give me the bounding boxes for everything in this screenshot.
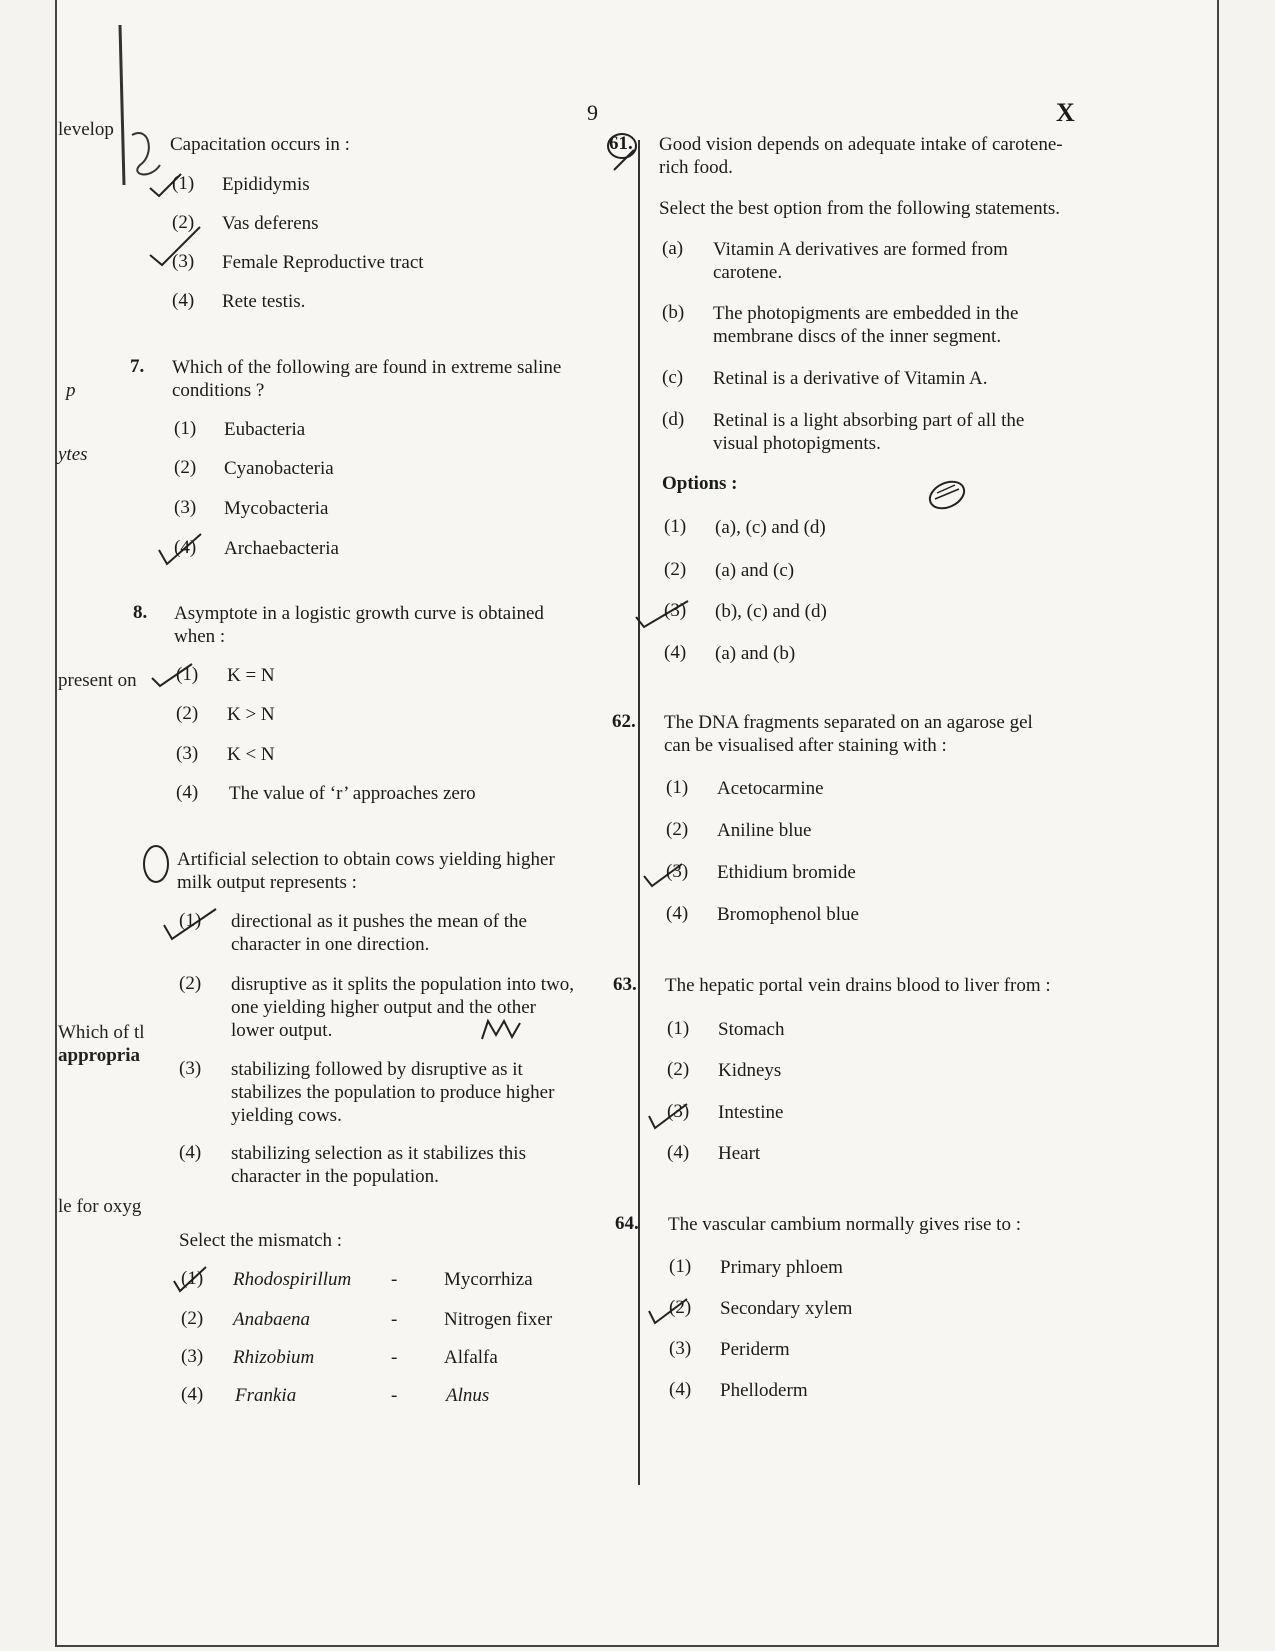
option-number: (4): [179, 1142, 202, 1163]
pen-mark-icon: [110, 15, 170, 195]
statement-text: membrane discs of the inner segment.: [713, 326, 1002, 347]
question-9-text: milk output represents :: [177, 872, 357, 893]
option-text: character in one direction.: [231, 934, 430, 955]
page-number: 9: [587, 100, 598, 125]
scribble-mark-icon: [925, 475, 970, 515]
statement-text: carotene.: [713, 262, 783, 283]
option-text: Acetocarmine: [717, 778, 824, 799]
option-text: Kidneys: [718, 1060, 782, 1081]
margin-fragment: Which of tl: [58, 1022, 145, 1043]
statement-text: The photopigments are embedded in the: [713, 303, 1019, 324]
question-6-text: Capacitation occurs in :: [170, 134, 350, 155]
option-text: character in the population.: [231, 1166, 439, 1187]
option-text: Eubacteria: [224, 419, 306, 440]
statement-text: Vitamin A derivatives are formed from: [713, 239, 1008, 260]
option-text: one yielding higher output and the other: [231, 997, 536, 1018]
organism-name: Anabaena: [233, 1309, 311, 1330]
match-name: Alfalfa: [444, 1347, 498, 1368]
statement-label: (a): [662, 238, 684, 259]
question-7-text: Which of the following are found in extreme saline: [172, 357, 562, 378]
question-63-number: 63.: [613, 974, 637, 995]
organism-name: Frankia: [235, 1385, 297, 1406]
margin-fragment: appropria: [58, 1045, 141, 1066]
option-text: directional as it pushes the mean of the: [231, 911, 527, 932]
option-text: Intestine: [718, 1102, 784, 1123]
margin-fragment: le for oxyg: [58, 1196, 142, 1217]
question-62-text: can be visualised after staining with :: [664, 735, 947, 756]
exam-page: [55, 0, 1219, 1647]
question-62-number: 62.: [612, 711, 636, 732]
dash: -: [391, 1269, 398, 1290]
option-number: (2): [181, 1308, 204, 1329]
option-number: (4): [174, 537, 197, 558]
option-text: Cyanobacteria: [224, 458, 334, 479]
option-text: K < N: [227, 744, 275, 765]
option-text: Secondary xylem: [720, 1298, 853, 1319]
option-text: Bromophenol blue: [717, 904, 859, 925]
question-9-text: Artificial selection to obtain cows yielding higher: [177, 849, 555, 870]
option-number: (4): [666, 903, 689, 924]
statement-text: Retinal is a light absorbing part of all the: [713, 410, 1025, 431]
option-text: Aniline blue: [717, 820, 812, 841]
option-number: (3): [667, 1101, 690, 1122]
option-number: (1): [179, 910, 202, 931]
option-text: Phelloderm: [720, 1380, 808, 1401]
question-64-number: 64.: [615, 1213, 639, 1234]
option-number: (2): [664, 559, 687, 580]
option-number: (2): [179, 973, 202, 994]
option-text: disruptive as it splits the population into two,: [231, 974, 575, 995]
statement-label: (b): [662, 302, 685, 323]
option-number: (2): [172, 212, 195, 233]
option-number: (3): [664, 600, 687, 621]
option-number: (3): [666, 861, 689, 882]
margin-fragment: p: [66, 380, 76, 401]
question-10-text: Select the mismatch :: [179, 1230, 343, 1251]
statement-label: (c): [662, 367, 684, 388]
option-number: (1): [174, 418, 197, 439]
question-62-text: The DNA fragments separated on an agarose gel: [664, 712, 1033, 733]
option-number: (3): [181, 1346, 204, 1367]
option-number: (1): [664, 516, 687, 537]
question-64-text: The vascular cambium normally gives rise to :: [668, 1214, 1021, 1235]
option-text: Primary phloem: [720, 1257, 843, 1278]
statement-text: visual photopigments.: [713, 433, 881, 454]
option-text: (b), (c) and (d): [715, 601, 827, 622]
option-text: The value of ‘r’ approaches zero: [229, 783, 476, 804]
match-name: Nitrogen fixer: [444, 1309, 553, 1330]
dash: -: [391, 1347, 398, 1368]
match-name: Alnus: [446, 1385, 490, 1406]
option-number: (2): [174, 457, 197, 478]
option-text: Archaebacteria: [224, 538, 339, 559]
option-text: Female Reproductive tract: [222, 252, 424, 273]
option-text: Vas deferens: [222, 213, 319, 234]
option-number: (3): [176, 743, 199, 764]
option-text: stabilizing followed by disruptive as it: [231, 1059, 523, 1080]
option-text: (a), (c) and (d): [715, 517, 826, 538]
circle-mark-icon: [138, 840, 178, 890]
option-number: (4): [172, 290, 195, 311]
dash: -: [391, 1309, 398, 1330]
option-number: (1): [176, 664, 199, 685]
option-number: (3): [669, 1338, 692, 1359]
question-7-text: conditions ?: [172, 380, 265, 401]
option-text: Rete testis.: [222, 291, 306, 312]
question-8-text: when :: [174, 626, 226, 647]
option-number: (2): [176, 703, 199, 724]
question-61-instruction: Select the best option from the following statements.: [659, 198, 1061, 219]
option-text: Mycobacteria: [224, 498, 329, 519]
option-number: (1): [172, 173, 195, 194]
organism-name: Rhizobium: [233, 1347, 315, 1368]
option-number: (4): [176, 782, 199, 803]
margin-fragment: ytes: [58, 444, 88, 465]
question-8-number: 8.: [133, 602, 148, 623]
dash: -: [391, 1385, 398, 1406]
question-61-text: rich food.: [659, 157, 733, 178]
question-63-text: The hepatic portal vein drains blood to liver from :: [665, 975, 1051, 996]
option-text: Epididymis: [222, 174, 310, 195]
column-divider: [638, 140, 640, 1485]
option-number: (1): [666, 777, 689, 798]
option-text: Periderm: [720, 1339, 790, 1360]
option-number: (3): [172, 251, 195, 272]
option-number: (4): [664, 642, 687, 663]
option-text: stabilizes the population to produce higher: [231, 1082, 555, 1103]
option-number: (2): [667, 1059, 690, 1080]
option-number: (1): [667, 1018, 690, 1039]
option-number: (4): [669, 1379, 692, 1400]
statement-text: Retinal is a derivative of Vitamin A.: [713, 368, 988, 389]
option-text: yielding cows.: [231, 1105, 342, 1126]
version-code: X: [1056, 98, 1075, 127]
question-61-number: 61.: [609, 133, 633, 154]
margin-fragment: present on: [58, 670, 137, 691]
question-7-number: 7.: [130, 356, 145, 377]
option-text: (a) and (c): [715, 560, 795, 581]
option-number: (1): [669, 1256, 692, 1277]
option-text: Heart: [718, 1143, 761, 1164]
option-text: K > N: [227, 704, 275, 725]
option-text: K = N: [227, 665, 275, 686]
organism-name: Rhodospirillum: [233, 1269, 352, 1290]
option-number: (2): [666, 819, 689, 840]
option-text: Stomach: [718, 1019, 785, 1040]
option-text: Ethidium bromide: [717, 862, 856, 883]
option-number: (4): [667, 1142, 690, 1163]
question-8-text: Asymptote in a logistic growth curve is obtained: [174, 603, 544, 624]
question-61-text: Good vision depends on adequate intake of carotene-: [659, 134, 1063, 155]
option-number: (1): [181, 1268, 204, 1289]
match-name: Mycorrhiza: [444, 1269, 533, 1290]
statement-label: (d): [662, 409, 685, 430]
option-number: (3): [179, 1058, 202, 1079]
option-text: lower output.: [231, 1020, 333, 1041]
option-number: (3): [174, 497, 197, 518]
option-number: (4): [181, 1384, 204, 1405]
margin-fragment: levelop: [58, 119, 114, 140]
option-text: (a) and (b): [715, 643, 796, 664]
option-number: (2): [669, 1297, 692, 1318]
option-text: stabilizing selection as it stabilizes this: [231, 1143, 526, 1164]
options-heading: Options :: [662, 473, 738, 494]
